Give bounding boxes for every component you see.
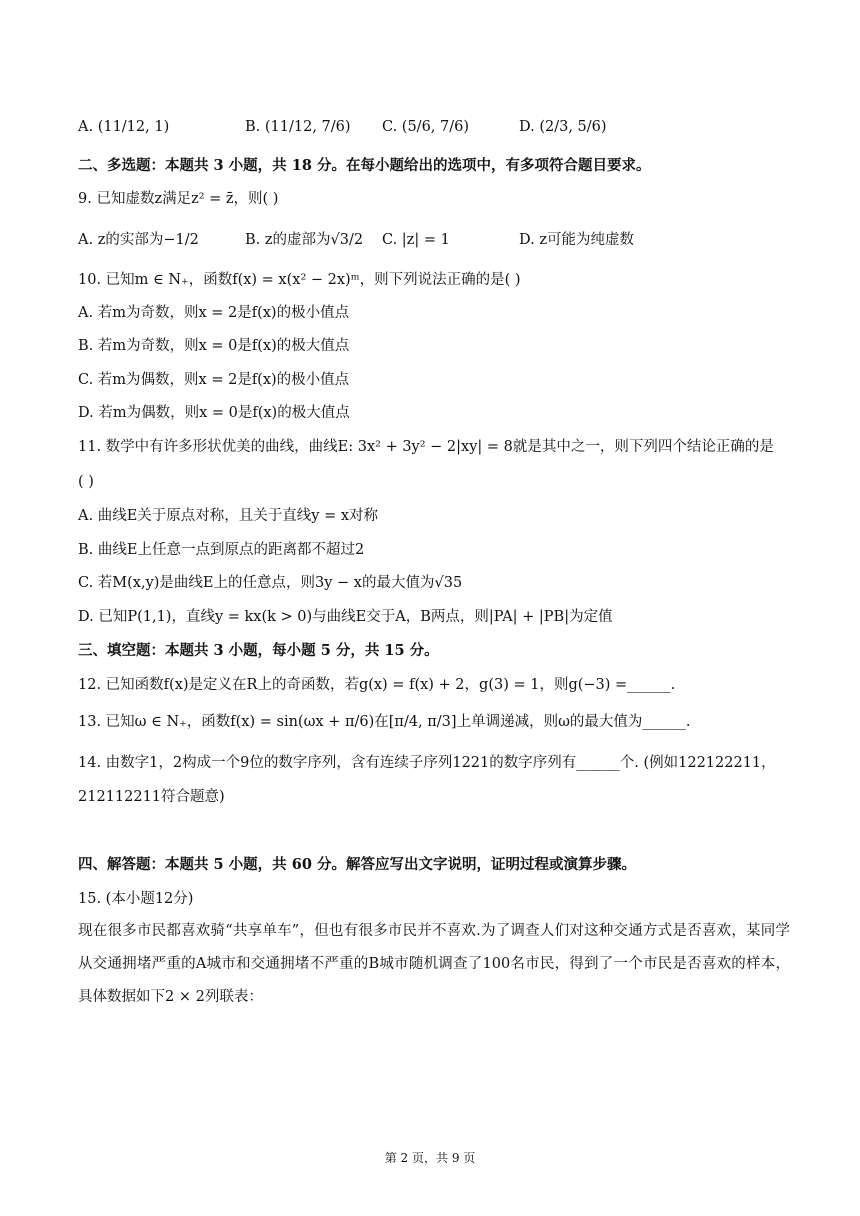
q9-option-a: A. z的实部为−1/2 bbox=[78, 232, 199, 248]
q9-option-c: C. |z| = 1 bbox=[382, 232, 450, 248]
q11-option-a: A. 曲线E关于原点对称，且关于直线y = x对称 bbox=[78, 508, 379, 524]
q13-text: 13. 已知ω ∈ N₊，函数f(x) = sin(ωx + π/6)在[π/4, π/3]上单调递减，则ω的最大值为______. bbox=[78, 714, 691, 730]
q10-option-c: C. 若m为偶数，则x = 2是f(x)的极小值点 bbox=[78, 372, 350, 388]
q9-stem: 9. 已知虚数z满足z² = z̄，则( ) bbox=[78, 191, 279, 207]
q11-option-b: B. 曲线E上任意一点到原点的距离都不超过2 bbox=[78, 542, 365, 558]
q8-option-a: A. (11/12, 1) bbox=[78, 119, 170, 135]
q11-stem-line-1: 11. 数学中有许多形状优美的曲线，曲线E: 3x² + 3y² − 2|xy| = 8就是其中之一，则下列四个结论正确的是 bbox=[78, 439, 774, 455]
section-3-heading: 三、填空题：本题共 3 小题，每小题 5 分，共 15 分。 bbox=[78, 642, 439, 659]
q10-option-b: B. 若m为奇数，则x = 0是f(x)的极大值点 bbox=[78, 338, 350, 354]
q9-options bbox=[78, 228, 778, 252]
q11-option-c: C. 若M(x,y)是曲线E上的任意点，则3y − x的最大值为√35 bbox=[78, 575, 463, 591]
q10-stem: 10. 已知m ∈ N₊，函数f(x) = x(x² − 2x)ᵐ，则下列说法正确的是( ) bbox=[78, 272, 521, 288]
q14-line-1: 14. 由数字1，2构成一个9位的数字序列，含有连续子序列1221的数字序列有______个. (例如122122211， bbox=[78, 755, 776, 771]
q8-option-d: D. (2/3, 5/6) bbox=[519, 119, 607, 135]
q10-option-d: D. 若m为偶数，则x = 0是f(x)的极大值点 bbox=[78, 405, 350, 421]
q8-option-c: C. (5/6, 7/6) bbox=[382, 119, 469, 135]
section-2-heading: 二、多选题：本题共 3 小题，共 18 分。在每小题给出的选项中，有多项符合题目要求。 bbox=[78, 157, 651, 174]
q11-stem-line-2: ( ) bbox=[78, 474, 94, 490]
q14-line-2: 212112211符合题意) bbox=[78, 789, 225, 805]
q10-option-a: A. 若m为奇数，则x = 2是f(x)的极小值点 bbox=[78, 305, 350, 321]
q9-option-b: B. z的虚部为√3/2 bbox=[245, 232, 364, 248]
q15-title: 15. (本小题12分) bbox=[78, 891, 194, 907]
section-4-heading: 四、解答题：本题共 5 小题，共 60 分。解答应写出文字说明，证明过程或演算步骤。 bbox=[78, 856, 636, 873]
q8-options bbox=[78, 115, 778, 139]
q9-option-d: D. z可能为纯虚数 bbox=[519, 232, 634, 248]
q12-text: 12. 已知函数f(x)是定义在R上的奇函数，若g(x) = f(x) + 2，g(3) = 1，则g(−3) =______. bbox=[78, 677, 676, 693]
q8-option-b: B. (11/12, 7/6) bbox=[245, 119, 351, 135]
page-footer: 第 2 页，共 9 页 bbox=[384, 1151, 476, 1165]
q11-option-d: D. 已知P(1,1)，直线y = kx(k > 0)与曲线E交于A，B两点，则|PA| + |PB|为定值 bbox=[78, 609, 613, 625]
q15-body: 现在很多市民都喜欢骑“共享单车”，但也有很多市民并不喜欢.为了调查人们对这种交通方式是否喜欢，某同学从交通拥堵严重的A城市和交通拥堵不严重的B城市随机调查了100名市民，得到了一个市民是否喜欢的样本，具体数据如下2 × 2列联表： bbox=[78, 923, 790, 1005]
